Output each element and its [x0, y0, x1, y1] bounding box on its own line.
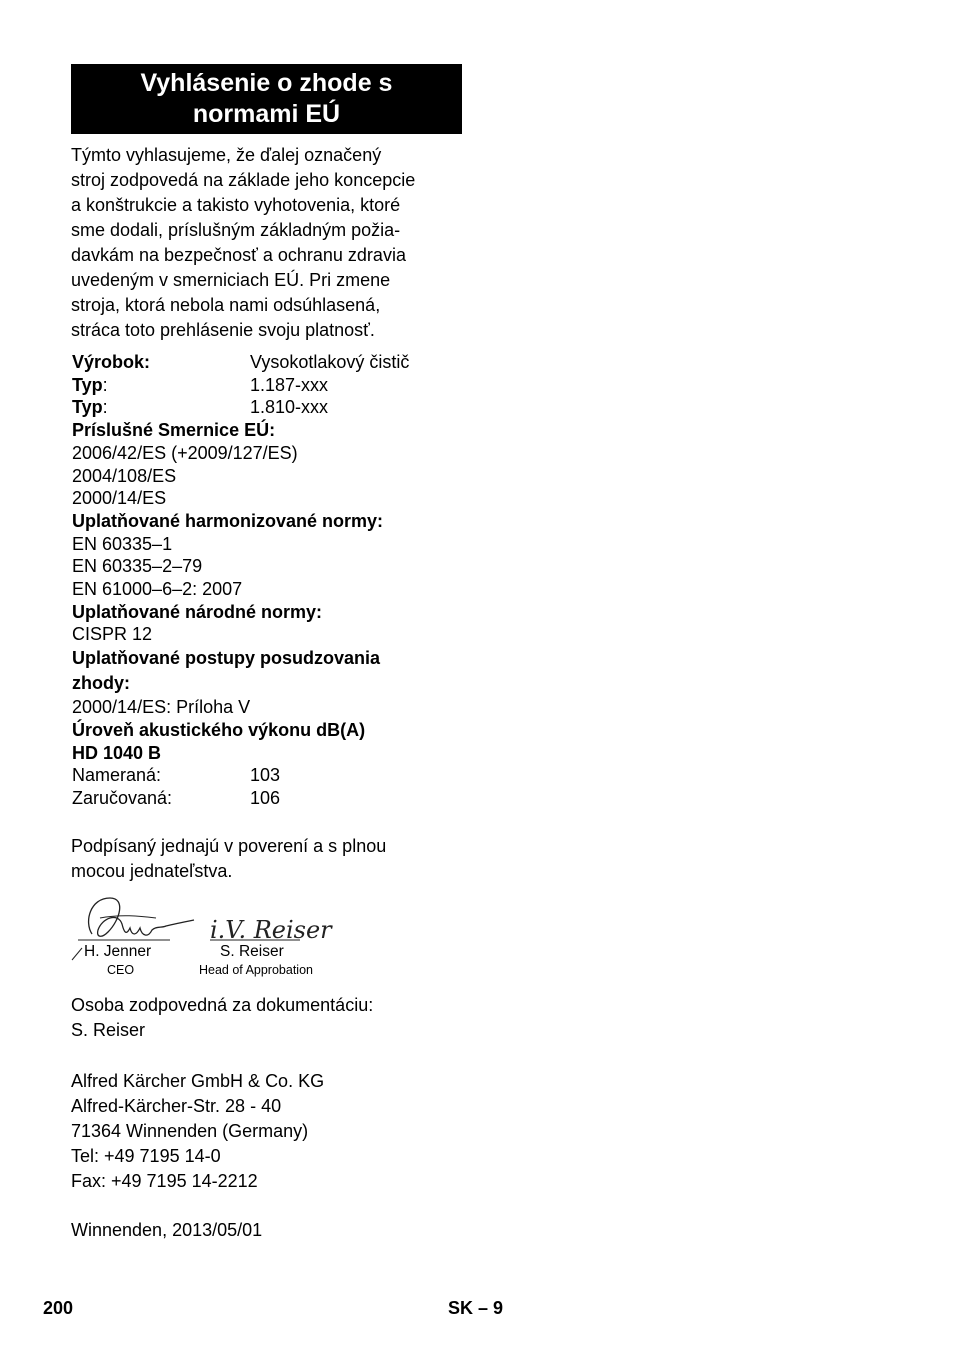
product-row [72, 351, 472, 374]
acoustic-row [72, 787, 472, 810]
directive-item: 2006/42/ES (+2009/127/ES) [72, 442, 298, 463]
intro-line: a konštrukcie a takisto vyhotovenia, ktoré [71, 195, 401, 215]
specification-block [72, 351, 472, 810]
harmonized-heading: Uplatňované harmonizované normy: [72, 510, 384, 531]
signatory-name: H. Jenner [84, 943, 152, 960]
procedure-heading: Uplatňované postupy posudzovania [72, 648, 381, 669]
national-item: CISPR 12 [72, 624, 153, 645]
intro-line: sme dodali, príslušným základným požia- [71, 220, 401, 240]
acoustic-row [72, 764, 472, 787]
type-row [72, 374, 472, 397]
procedure-heading: zhody: [72, 673, 130, 694]
product-label: Výrobok: [72, 352, 151, 372]
acoustic-label: Nameraná: [72, 765, 162, 786]
responsible-line: Osoba zodpovedná za dokumentáciu: [71, 995, 374, 1015]
intro-line: stroja, ktorá nebola nami odsúhlasená, [71, 295, 381, 315]
responsible-person [71, 993, 373, 1043]
intro-paragraph [71, 143, 466, 343]
signatory-name: S. Reiser [220, 943, 284, 960]
document-title [71, 64, 462, 134]
signatory-role: CEO [107, 963, 135, 977]
address-line: 71364 Winnenden (Germany) [71, 1121, 309, 1141]
product-value: Vysokotlakový čistič [250, 352, 410, 372]
company-address [71, 1069, 324, 1194]
intro-line: stráca toto prehlásenie svoju platnosť. [71, 320, 375, 340]
acoustic-heading: Úroveň akustického výkonu dB(A) [72, 719, 366, 740]
signed-line: Podpísaný jednajú v poverení a s plnou [71, 836, 387, 856]
address-line: Tel: +49 7195 14-0 [71, 1146, 221, 1166]
type-colon: : [102, 374, 108, 395]
document-title-text: Vyhlásenie o zhode s normami EÚ [140, 69, 393, 128]
type-value: 1.187-xxx [250, 374, 329, 395]
address-line: Alfred-Kärcher-Str. 28 - 40 [71, 1096, 282, 1116]
harmonized-item: EN 60335–1 [72, 533, 173, 554]
acoustic-model: HD 1040 B [72, 742, 162, 763]
directive-item: 2004/108/ES [72, 465, 177, 486]
intro-line: davkám na bezpečnosť a ochranu zdravia [71, 245, 406, 265]
signed-line: mocou jednateľstva. [71, 861, 233, 881]
directive-item: 2000/14/ES [72, 488, 167, 509]
place-date: Winnenden, 2013/05/01 [71, 1220, 263, 1240]
intro-line: stroj zodpovedá na základe jeho koncepcie [71, 170, 416, 190]
responsible-line: S. Reiser [71, 1020, 146, 1040]
signature-block [70, 892, 340, 982]
type-row [72, 396, 472, 419]
address-line: Alfred Kärcher GmbH & Co. KG [71, 1071, 325, 1091]
type-label: Typ [72, 397, 103, 418]
acoustic-value: 103 [250, 765, 281, 786]
intro-line: Týmto vyhlasujeme, že ďalej označený [71, 145, 382, 165]
signature-reiser-text: i.V. Reiser [210, 916, 332, 944]
type-label: Typ [72, 374, 103, 395]
signatory-role: Head of Approbation [199, 963, 313, 977]
page-number: 200 [43, 1298, 74, 1318]
type-colon: : [102, 397, 108, 418]
procedure-value: 2000/14/ES: Príloha V [72, 697, 251, 718]
acoustic-label: Zaručovaná: [72, 787, 173, 808]
address-line: Fax: +49 7195 14-2212 [71, 1171, 258, 1191]
signed-paragraph [71, 834, 466, 884]
harmonized-item: EN 61000–6–2: 2007 [72, 579, 243, 600]
acoustic-value: 106 [250, 787, 281, 808]
directives-heading: Príslušné Smernice EÚ: [72, 420, 276, 441]
harmonized-item: EN 60335–2–79 [72, 556, 203, 577]
type-value: 1.810-xxx [250, 397, 329, 418]
national-heading: Uplatňované národné normy: [72, 601, 323, 622]
intro-line: uvedeným v smerniciach EÚ. Pri zmene [71, 270, 391, 290]
page-section: SK – 9 [448, 1298, 504, 1318]
